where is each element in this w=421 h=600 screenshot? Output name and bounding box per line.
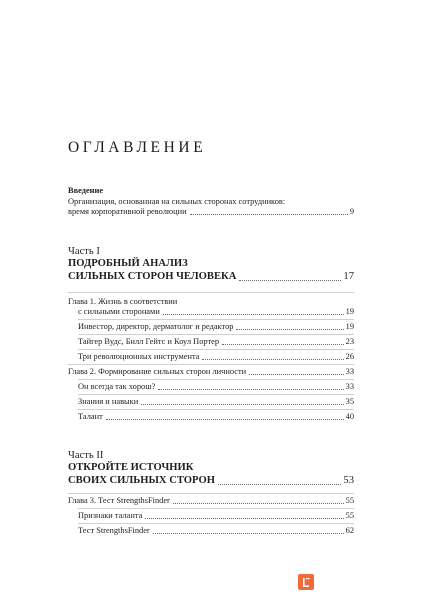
dot-leader (249, 374, 344, 375)
dot-leader (145, 518, 343, 519)
toc-title: ОГЛАВЛЕНИЕ (68, 139, 207, 156)
toc-entry-ch2-item-1[interactable] (78, 382, 354, 392)
dot-leader (153, 533, 344, 534)
toc-entry-ch3-item-2[interactable] (78, 526, 354, 536)
part-2-label: Часть II (68, 450, 104, 461)
toc-entry-part-1[interactable] (68, 271, 354, 283)
entry-page: 23 (345, 337, 354, 346)
toc-entry-ch1-item-2[interactable] (78, 337, 354, 347)
dot-leader (218, 484, 341, 485)
dot-leader (106, 419, 344, 420)
part-2-title-line-1: ОТКРОЙТЕ ИСТОЧНИК (68, 462, 194, 473)
entry-title: Глава 2. Формирование сильных сторон личности (68, 367, 247, 376)
toc-entry-chapter-2[interactable] (68, 367, 354, 377)
section-divider (68, 292, 354, 293)
entry-title: СИЛЬНЫХ СТОРОН ЧЕЛОВЕКА (68, 271, 237, 282)
toc-entry-part-2[interactable] (68, 475, 354, 487)
dot-leader (158, 389, 343, 390)
toc-entry-ch3-item-1[interactable] (78, 511, 354, 521)
dot-leader (141, 404, 343, 405)
entry-page: 35 (345, 397, 354, 406)
entry-page: 53 (343, 475, 354, 486)
item-divider (78, 394, 354, 395)
item-divider (78, 508, 354, 509)
item-divider (78, 409, 354, 410)
entry-page: 40 (345, 412, 354, 421)
entry-page: 33 (345, 367, 354, 376)
toc-entry-ch2-item-2[interactable] (78, 397, 354, 407)
logo-glyph (301, 577, 311, 588)
part-1-label: Часть I (68, 246, 100, 257)
dot-leader (236, 329, 343, 330)
item-divider (78, 334, 354, 335)
dot-leader (173, 503, 344, 504)
entry-page: 26 (345, 352, 354, 361)
entry-page: 55 (345, 496, 354, 505)
intro-heading: Введение (68, 186, 104, 195)
dot-leader (239, 280, 341, 281)
chapter-1-title-line-1: Глава 1. Жизнь в соответствии (68, 297, 178, 306)
item-divider (78, 379, 354, 380)
toc-entry-intro[interactable] (68, 207, 354, 217)
entry-title: СВОИХ СИЛЬНЫХ СТОРОН (68, 475, 215, 486)
entry-title: Глава 3. Тест StrengthsFinder (68, 496, 170, 505)
dot-leader (222, 344, 344, 345)
entry-page: 9 (349, 207, 354, 216)
entry-page: 19 (345, 307, 354, 316)
litres-logo-icon (298, 574, 314, 590)
entry-title: Талант (78, 412, 103, 421)
entry-page: 55 (345, 511, 354, 520)
entry-page: 19 (345, 322, 354, 331)
toc-entry-chapter-3[interactable] (68, 496, 354, 506)
entry-title: время корпоративной революции (68, 207, 187, 216)
entry-title: Знания и навыки (78, 397, 139, 406)
dot-leader (202, 359, 343, 360)
entry-title: Тест StrengthsFinder (78, 526, 150, 535)
item-divider (78, 319, 354, 320)
item-divider (78, 349, 354, 350)
entry-title: Инвестор, директор, дерматолог и редактор (78, 322, 234, 331)
toc-entry-ch1-item-1[interactable] (78, 322, 354, 332)
toc-entry-ch1-item-3[interactable] (78, 352, 354, 362)
entry-title: с сильными сторонами (78, 307, 160, 316)
section-divider (68, 364, 354, 365)
entry-title: Признаки таланта (78, 511, 143, 520)
item-divider (78, 523, 354, 524)
toc-entry-chapter-1[interactable] (78, 307, 354, 317)
entry-title: Три революционных инструмента (78, 352, 200, 361)
entry-page: 17 (343, 271, 354, 282)
part-1-title-line-1: ПОДРОБНЫЙ АНАЛИЗ (68, 258, 188, 269)
intro-line-1: Организация, основанная на сильных сторонах сотрудников: (68, 197, 286, 206)
dot-leader (163, 314, 344, 315)
entry-page: 33 (345, 382, 354, 391)
dot-leader (190, 214, 348, 215)
entry-title: Тайгер Вудс, Билл Гейтс и Коул Портер (78, 337, 220, 346)
entry-title: Он всегда так хорош? (78, 382, 156, 391)
toc-entry-ch2-item-3[interactable] (78, 412, 354, 422)
entry-page: 62 (345, 526, 354, 535)
section-divider (68, 493, 354, 494)
